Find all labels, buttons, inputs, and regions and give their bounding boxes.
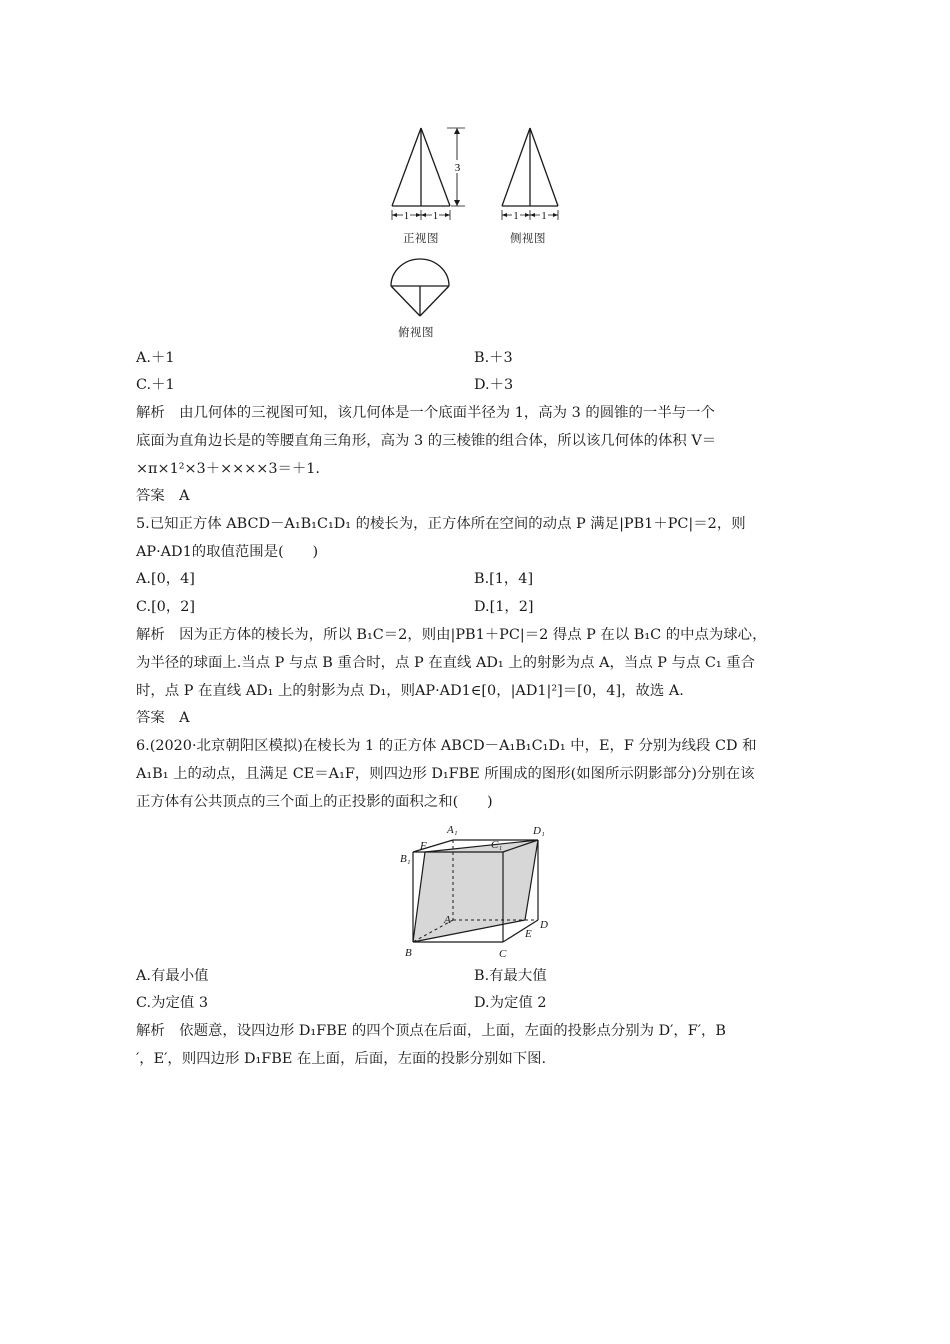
label-e: E [525, 928, 532, 940]
q4-option-d: D.＋3 [474, 377, 514, 393]
q5-option-a: A.[0，4] [136, 571, 195, 587]
q5-option-d: D.[1，2] [474, 599, 534, 615]
q4-analysis-line-2: 底面为直角边长是的等腰直角三角形，高为 3 的三棱锥的组合体，所以该几何体的体积 V＝ [136, 433, 717, 449]
label-c1: C₁ [491, 839, 503, 851]
side-view-figure [495, 120, 570, 225]
top-view-caption: 俯视图 [398, 325, 434, 339]
label-b: B [405, 947, 412, 959]
label-d1: D₁ [533, 825, 545, 837]
q5-answer: 答案 A [136, 710, 190, 726]
q4-analysis-line-3: ×π×1²×3＋××××3＝＋1. [136, 461, 321, 477]
label-c: C [499, 948, 507, 960]
q6-option-b: B.有最大值 [474, 968, 547, 984]
q4-option-b: B.＋3 [474, 350, 513, 366]
front-view-right-edge [421, 128, 450, 206]
q6-stem-line-1: 6.(2020·北京朝阳区模拟)在棱长为 1 的正方体 ABCD－A₁B₁C₁D₁ 中，E，F 分别为线段 CD 和 [136, 738, 757, 754]
front-view-height-label: 3 [454, 162, 461, 174]
side-view-caption: 侧视图 [510, 231, 546, 245]
front-view-base-label-right: 1 [433, 211, 438, 222]
q5-option-b: B.[1，4] [474, 571, 534, 587]
q6-stem-line-3: 正方体有公共顶点的三个面上的正投影的面积之和( ) [136, 794, 493, 810]
q4-analysis-line-1: 解析 由几何体的三视图可知，该几何体是一个底面半径为 1，高为 3 的圆锥的一半与一个 [136, 405, 715, 421]
front-view-base-label-left: 1 [404, 211, 409, 222]
front-view-figure [385, 120, 475, 225]
q6-option-d: D.为定值 2 [474, 995, 547, 1011]
side-view-base-label-right: 1 [541, 211, 547, 222]
q6-stem-line-2: A₁B₁ 上的动点，且满足 CE＝A₁F，则四边形 D₁FBE 所围成的图形(如图所示阴影部分)分别在该 [136, 766, 755, 782]
q5-stem-line-2: AP·AD1的取值范围是( ) [136, 544, 319, 560]
label-a: A [444, 914, 451, 926]
q4-answer: 答案 A [136, 488, 190, 504]
q4-option-a: A.＋1 [136, 350, 175, 366]
q6-analysis-line-1: 解析 依题意，设四边形 D₁FBE 的四个顶点在后面，上面，左面的投影点分别为 D′，F′，B [136, 1023, 727, 1039]
front-view-left-edge [392, 128, 421, 206]
q6-analysis-line-2: ′，E′，则四边形 D₁FBE 在上面，后面，左面的投影分别如下图. [136, 1051, 547, 1067]
label-d: D [540, 919, 548, 931]
q5-analysis-line-1: 解析 因为正方体的棱长为，所以 B₁C＝2，则由|PB1＋PC|＝2 得点 P 在以 B₁C 的中点为球心， [136, 627, 767, 643]
label-b1: B₁ [400, 853, 411, 865]
q6-option-c: C.为定值 3 [136, 995, 208, 1011]
q4-option-c: C.＋1 [136, 377, 175, 393]
front-view-caption: 正视图 [403, 231, 439, 245]
label-f: F [420, 840, 427, 852]
q5-analysis-line-3: 时，点 P 在直线 AD₁ 上的射影为点 D₁，则AP·AD1∈[0，|AD1|²]＝[0，4]，故选 A. [136, 683, 684, 699]
top-view-figure [385, 258, 455, 320]
q5-analysis-line-2: 为半径的球面上.当点 P 与点 B 重合时，点 P 在直线 AD₁ 上的射影为点 A，当点 P 与点 C₁ 重合 [136, 655, 756, 671]
q5-option-c: C.[0，2] [136, 599, 196, 615]
shaded-quadrilateral [413, 840, 538, 942]
label-a1: A₁ [447, 824, 458, 836]
side-view-base-label-left: 1 [513, 211, 519, 222]
cube-figure [395, 820, 555, 962]
q6-option-a: A.有最小值 [136, 968, 209, 984]
q5-stem-line-1: 5.已知正方体 ABCD－A₁B₁C₁D₁ 的棱长为，正方体所在空间的动点 P 满足|PB1＋PC|＝2，则 [136, 516, 746, 532]
